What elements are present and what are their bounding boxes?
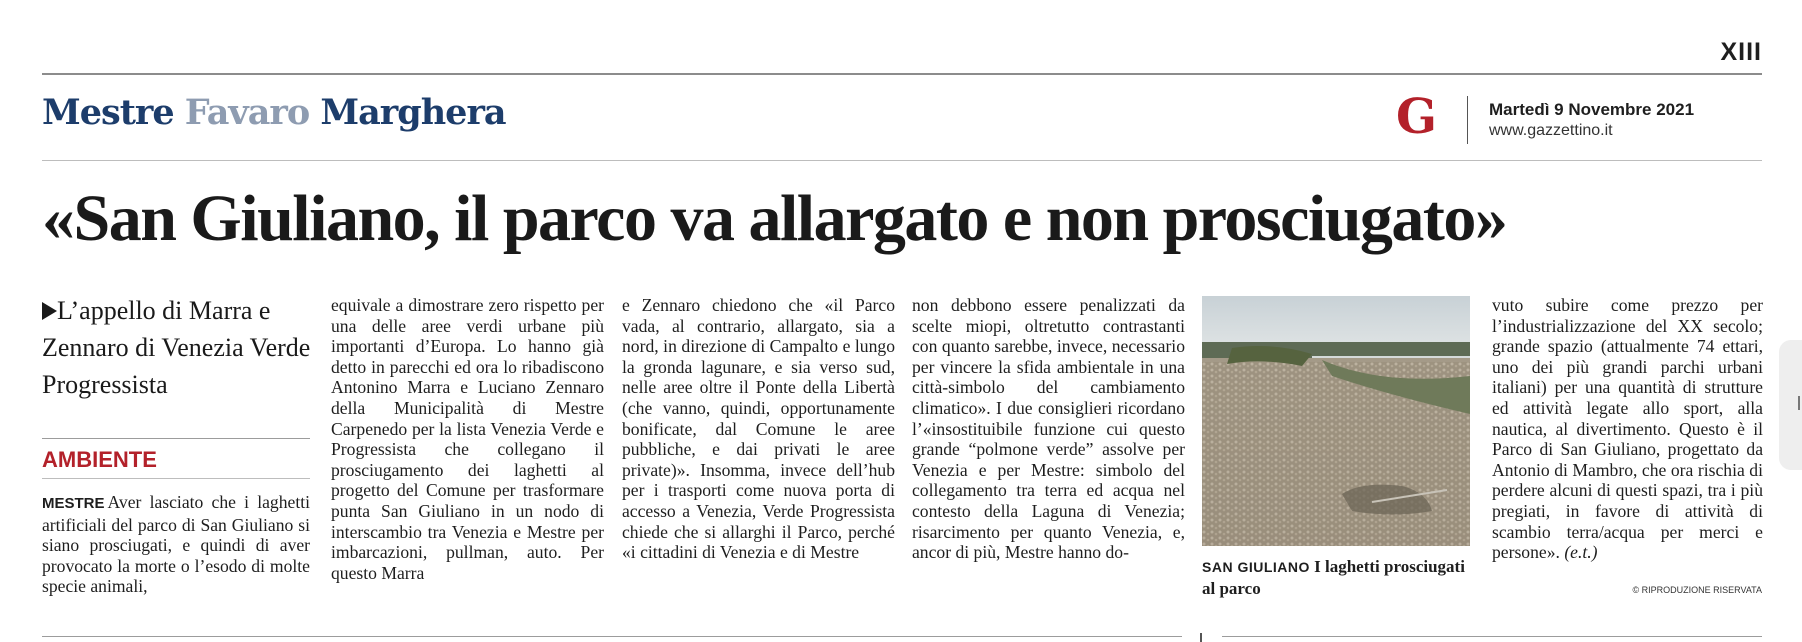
subheadline-text: L’appello di Marra e Zennaro di Venezia Verde Progressista bbox=[42, 296, 311, 399]
article-column-2: equivale a dimostrare zero rispetto per una delle aree verdi urbane più importanti d’Europa. Lo hanno già detto in parecchi ed ora lo ribadiscono Antonino Marra e Luciano Zennaro della Municipalità di Mestre Carpenedo per la lista Venezia Verde e Progressista che collegano il prosciugamento dei laghetti al progetto del Comune per trasformare punta San Giuliano in un nodo di interscambio tra Venezia e Mestre per imbarcazioni, pullman, auto. Per questo Marra bbox=[331, 295, 604, 583]
top-divider bbox=[42, 73, 1762, 75]
section-favaro: Favaro bbox=[184, 92, 310, 133]
subhead-divider bbox=[42, 438, 310, 439]
bottom-divider-tick bbox=[1200, 633, 1202, 642]
site-url: www.gazzettino.it bbox=[1489, 122, 1613, 139]
caption-label: SAN GIULIANO bbox=[1202, 559, 1310, 575]
section-mestre: Mestre bbox=[42, 92, 174, 133]
column-6-text: vuto subire come prezzo per l’industrializzazione del XX secolo; grande spazio (attualmente 74 ettari, uno dei più grandi parchi urbani italiani) per una quantità di strutture ed attività legate allo sport, alla nautica, al divertimento. Questo è il Parco di San Giuliano, progettato da Antonio di Mambro, che ora rischia di perdere alcuni di questi spazi, tra i più pregiati, in favore di attività di scambio terra/acqua per merci e persone». bbox=[1492, 295, 1763, 563]
article-column-6 bbox=[1492, 295, 1763, 563]
article-column-3: e Zennaro chiedono che «il Parco vada, al contrario, allargato, sia a nord, in direzione di Campalto e lungo la gronda lagunare, e sia verso sud, nelle aree oltre il Ponte della Libertà (che vanno, quindi, opportunamente bonificate, dal Comune le aree pubbliche, e dai privati le aree private)». Insomma, invece dell’hub per i trasporti come nuova porta di accesso a Venezia, Verde Progressista chiede che si allarghi il Parco, perché «i cittadini di Venezia e di Mestre bbox=[622, 295, 895, 563]
gazzettino-logo: G bbox=[1396, 89, 1437, 145]
section-marghera: Marghera bbox=[320, 92, 506, 133]
park-photo bbox=[1202, 296, 1470, 546]
article-column-4: non debbono essere penalizzati da scelte miopi, oltretutto contrastanti con quanto sarebbe, invece, necessario per vincere la sfida ambientale in una città-simbolo del cambiamento climatico». I due consiglieri ricordano l’«insostituibile funzione cui questo grande “polmone verde” assolve per Venezia e per Mestre: simbolo del collegamento tra terra ed acqua nel contesto della Laguna di Venezia; risarcimento per quanto Venezia, e, ancor di più, Mestre hanno do- bbox=[912, 295, 1185, 563]
article-column-1 bbox=[42, 492, 310, 597]
kicker-divider bbox=[42, 478, 310, 479]
logo-divider bbox=[1467, 96, 1468, 144]
author-signature: (e.t.) bbox=[1564, 542, 1598, 563]
subheadline bbox=[42, 292, 312, 403]
section-header bbox=[42, 92, 506, 133]
right-triangle-icon bbox=[42, 302, 57, 320]
headline: «San Giuliano, il parco va allargato e non prosciugato» bbox=[42, 182, 1507, 255]
copyright-credit: © RIPRODUZIONE RISERVATA bbox=[1632, 585, 1762, 595]
header-divider bbox=[42, 160, 1762, 161]
issue-date: Martedì 9 Novembre 2021 bbox=[1489, 100, 1695, 119]
photo-caption bbox=[1202, 556, 1472, 599]
page-number: XIII bbox=[1720, 38, 1762, 66]
caption-text: I laghetti prosciugati al parco bbox=[1202, 557, 1465, 598]
bottom-divider-left bbox=[42, 636, 1182, 637]
bottom-divider-right bbox=[1222, 636, 1762, 637]
kicker-ambiente: AMBIENTE bbox=[42, 447, 157, 472]
column-1-text: Aver lasciato che i laghetti artificiali del parco di San Giuliano si siano prosciugati, e quindi di aver provocato la morte o l’esodo di molte specie animali, bbox=[42, 492, 310, 597]
side-handle-grip-icon bbox=[1798, 396, 1800, 410]
dateline: MESTRE bbox=[42, 495, 105, 512]
